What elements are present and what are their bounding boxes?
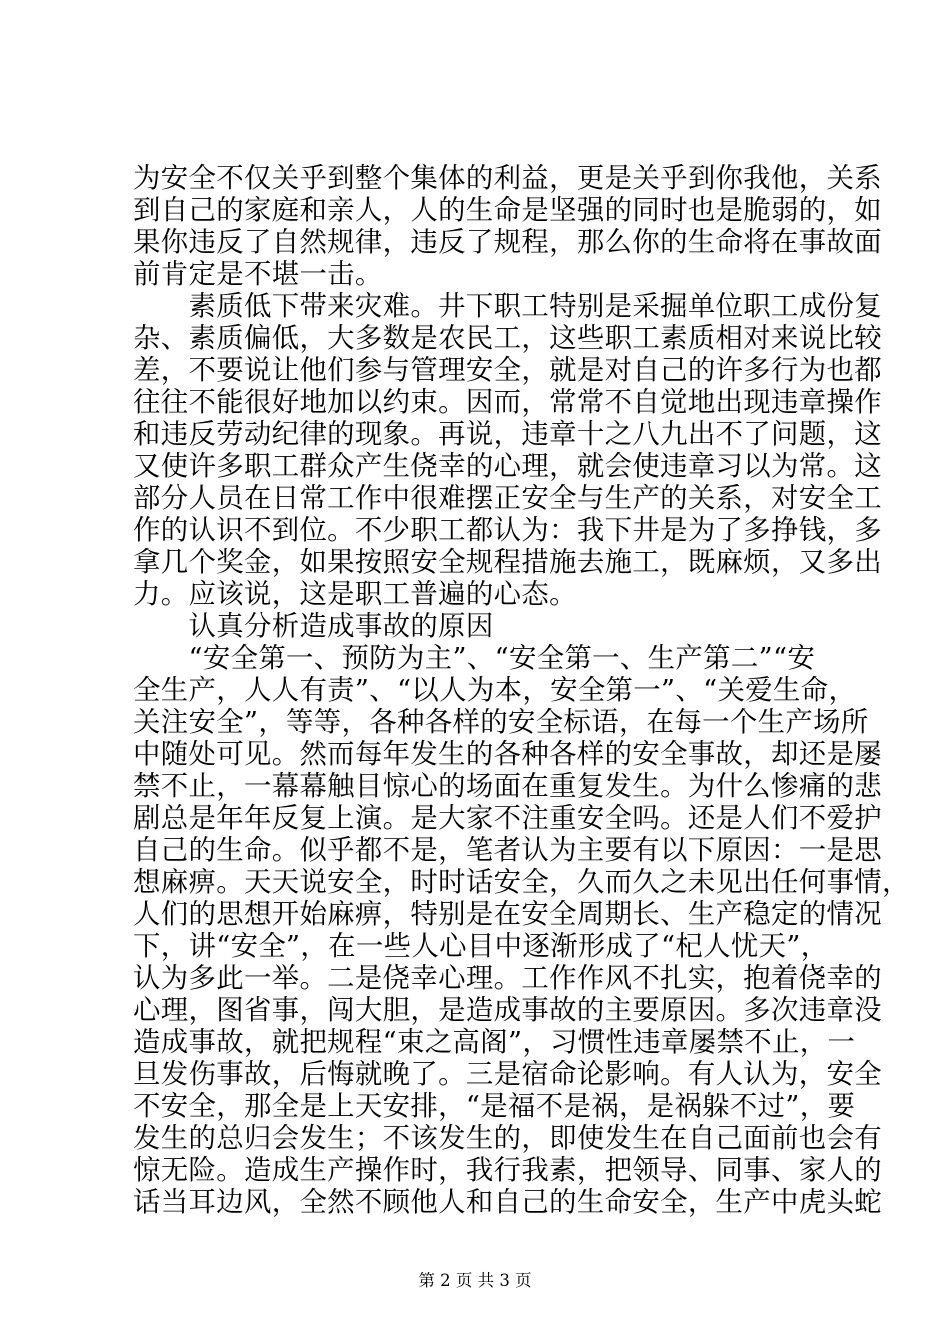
text-line: 剧总是年年反复上演。是大家不注重安全吗。还是人们不爱护 [133,803,882,834]
text-line: 旦发伤事故，后悔就晚了。三是宿命论影响。有人认为，安全 [133,1059,882,1090]
text-line: 关注安全”，等等，各种各样的安全标语，在每一个生产场所 [133,707,869,738]
text-line: 素质低下带来灾难。井下职工特别是采掘单位职工成份复 [133,291,882,322]
text-line: 中随处可见。然而每年发生的各种各样的安全事故，却还是屡 [133,739,882,770]
text-line: 力。应该说，这是职工普遍的心态。 [133,579,577,610]
text-line: 前肯定是不堪一击。 [133,259,383,290]
text-line: 发生的总归会发生；不该发生的，即使发生在自己面前也会有 [133,1123,882,1154]
text-line: 往往不能很好地加以约束。因而，常常不自觉地出现违章操作 [133,387,882,418]
text-line: 人们的思想开始麻痹，特别是在安全周期长、生产稳定的情况 [133,899,882,930]
page-number-footer: 第 2 页 共 3 页 [418,1271,532,1290]
text-line: 拿几个奖金，如果按照安全规程措施去施工，既麻烦，又多出 [133,547,882,578]
text-line: 话当耳边风，全然不顾他人和自己的生命安全，生产中虎头蛇 [133,1187,882,1218]
text-line: 下，讲“安全”，在一些人心目中逐渐形成了“杞人忧天”， [133,931,829,962]
text-line: 禁不止，一幕幕触目惊心的场面在重复发生。为什么惨痛的悲 [133,771,882,802]
text-line: 和违反劳动纪律的现象。再说，违章十之八九出不了问题，这 [133,419,882,450]
text-line: 杂、素质偏低，大多数是农民工，这些职工素质相对来说比较 [133,323,882,354]
text-line: 果你违反了自然规律，违反了规程，那么你的生命将在事故面 [133,227,882,258]
text-line: 心理，图省事，闯大胆，是造成事故的主要原因。多次违章没 [133,995,882,1026]
section-heading: 认真分析造成事故的原因 [133,611,494,642]
text-line: 差，不要说让他们参与管理安全，就是对自己的许多行为也都 [133,355,882,386]
text-line: 想麻痹。天天说安全，时时话安全，久而久之未见出任何事情， [133,867,910,898]
text-line: 又使许多职工群众产生侥幸的心理，就会使违章习以为常。这 [133,451,882,482]
text-line: 造成事故，就把规程“束之高阁”，习惯性违章屡禁不止，一 [133,1027,856,1058]
text-line: 不安全，那全是上天安排，“是福不是祸，是祸躲不过”，要 [133,1091,856,1122]
text-line: 为安全不仅关乎到整个集体的利益，更是关乎到你我他，关系 [133,163,882,194]
text-line: 全生产，人人有责”、“以人为本，安全第一”、“关爱生命， [133,675,857,706]
text-line: 到自己的家庭和亲人，人的生命是坚强的同时也是脆弱的，如 [133,195,882,226]
text-line: “安全第一、预防为主”、“安全第一、生产第二”“安 [133,643,816,674]
text-line: 惊无险。造成生产操作时，我行我素，把领导、同事、家人的 [133,1155,882,1186]
text-line: 作的认识不到位。不少职工都认为：我下井是为了多挣钱，多 [133,515,882,546]
text-line: 自己的生命。似乎都不是，笔者认为主要有以下原因：一是思 [133,835,882,866]
text-line: 认为多此一举。二是侥幸心理。工作作风不扎实，抱着侥幸的 [133,963,882,994]
text-line: 部分人员在日常工作中很难摆正安全与生产的关系，对安全工 [133,483,882,514]
